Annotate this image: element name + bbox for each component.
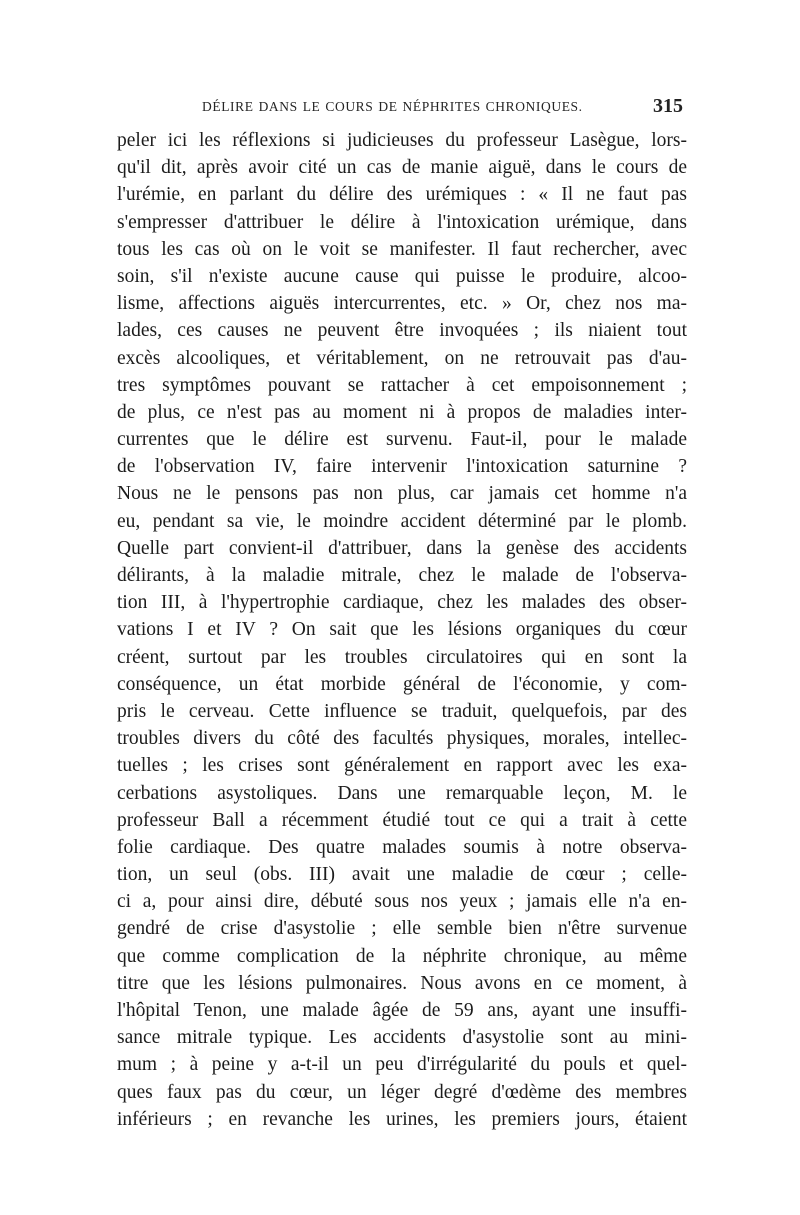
page-number: 315: [653, 95, 683, 117]
text-line: que comme complication de la néphrite chronique, au même: [117, 945, 687, 967]
text-line: peler ici les réflexions si judicieuses du professeur Lasègue, lors-: [117, 130, 687, 151]
text-line: soin, s'il n'existe aucune cause qui puisse le produire, alcoo-: [117, 265, 687, 287]
text-line: qu'il dit, après avoir cité un cas de manie aiguë, dans le cours de: [117, 157, 687, 179]
text-line: tres symptômes pouvant se rattacher à cet empoisonnement ;: [117, 374, 687, 396]
text-line: tous les cas où on le voit se manifester. Il faut rechercher, avec: [117, 238, 687, 260]
text-line: ques faux pas du cœur, un léger degré d'œdème des membres: [117, 1081, 687, 1103]
text-line: mum ; à peine y a-t-il un peu d'irrégularité du pouls et quel-: [117, 1054, 687, 1076]
text-line: pris le cerveau. Cette influence se traduit, quelquefois, par des: [117, 700, 687, 722]
text-line: de plus, ce n'est pas au moment ni à propos de maladies inter-: [117, 401, 687, 423]
text-line: l'hôpital Tenon, une malade âgée de 59 ans, ayant une insuffi-: [117, 1000, 687, 1021]
running-header: [117, 95, 687, 125]
text-line: titre que les lésions pulmonaires. Nous avons en ce moment, à: [117, 972, 687, 994]
text-line: l'urémie, en parlant du délire des urémiques : « Il ne faut pas: [117, 184, 687, 206]
text-line: currentes que le délire est survenu. Faut-il, pour le malade: [117, 429, 687, 451]
text-line: excès alcooliques, et véritablement, on ne retrouvait pas d'au-: [117, 347, 687, 369]
text-line: lisme, affections aiguës intercurrentes, etc. » Or, chez nos ma-: [117, 293, 687, 315]
text-line: lades, ces causes ne peuvent être invoquées ; ils niaient tout: [117, 320, 687, 342]
text-line: conséquence, un état morbide général de l'économie, y com-: [117, 673, 687, 695]
text-line: créent, surtout par les troubles circulatoires qui en sont la: [117, 646, 687, 668]
text-line: ci a, pour ainsi dire, débuté sous nos yeux ; jamais elle n'a en-: [117, 891, 687, 913]
text-line: professeur Ball a récemment étudié tout ce qui a trait à cette: [117, 809, 687, 831]
text-line: gendré de crise d'asystolie ; elle semble bien n'être survenue: [117, 918, 687, 940]
text-line: troubles divers du côté des facultés physiques, morales, intellec-: [117, 728, 687, 750]
text-line: tion, un seul (obs. III) avait une maladie de cœur ; celle-: [117, 864, 687, 886]
running-title: DÉLIRE DANS LE COURS DE NÉPHRITES CHRONIQUES.: [202, 99, 583, 114]
text-line: folie cardiaque. Des quatre malades soumis à notre observa-: [117, 836, 687, 858]
text-line: de l'observation IV, faire intervenir l'intoxication saturnine ?: [117, 456, 687, 478]
body-text: [117, 127, 687, 1133]
text-line: tuelles ; les crises sont généralement en rapport avec les exa-: [117, 755, 687, 777]
text-line: délirants, à la maladie mitrale, chez le malade de l'observa-: [117, 565, 687, 586]
text-line: eu, pendant sa vie, le moindre accident déterminé par le plomb.: [117, 510, 687, 532]
text-line: s'empresser d'attribuer le délire à l'intoxication urémique, dans: [117, 211, 687, 233]
text-line: sance mitrale typique. Les accidents d'asystolie sont au mini-: [117, 1027, 687, 1049]
text-line: cerbations asystoliques. Dans une remarquable leçon, M. le: [117, 782, 687, 804]
text-line: tion III, à l'hypertrophie cardiaque, chez les malades des obser-: [117, 592, 687, 614]
text-line: inférieurs ; en revanche les urines, les premiers jours, étaient: [117, 1108, 687, 1130]
text-line: Quelle part convient-il d'attribuer, dans la genèse des accidents: [117, 537, 687, 559]
text-line: Nous ne le pensons pas non plus, car jamais cet homme n'a: [117, 483, 687, 505]
text-line: vations I et IV ? On sait que les lésions organiques du cœur: [117, 619, 687, 641]
